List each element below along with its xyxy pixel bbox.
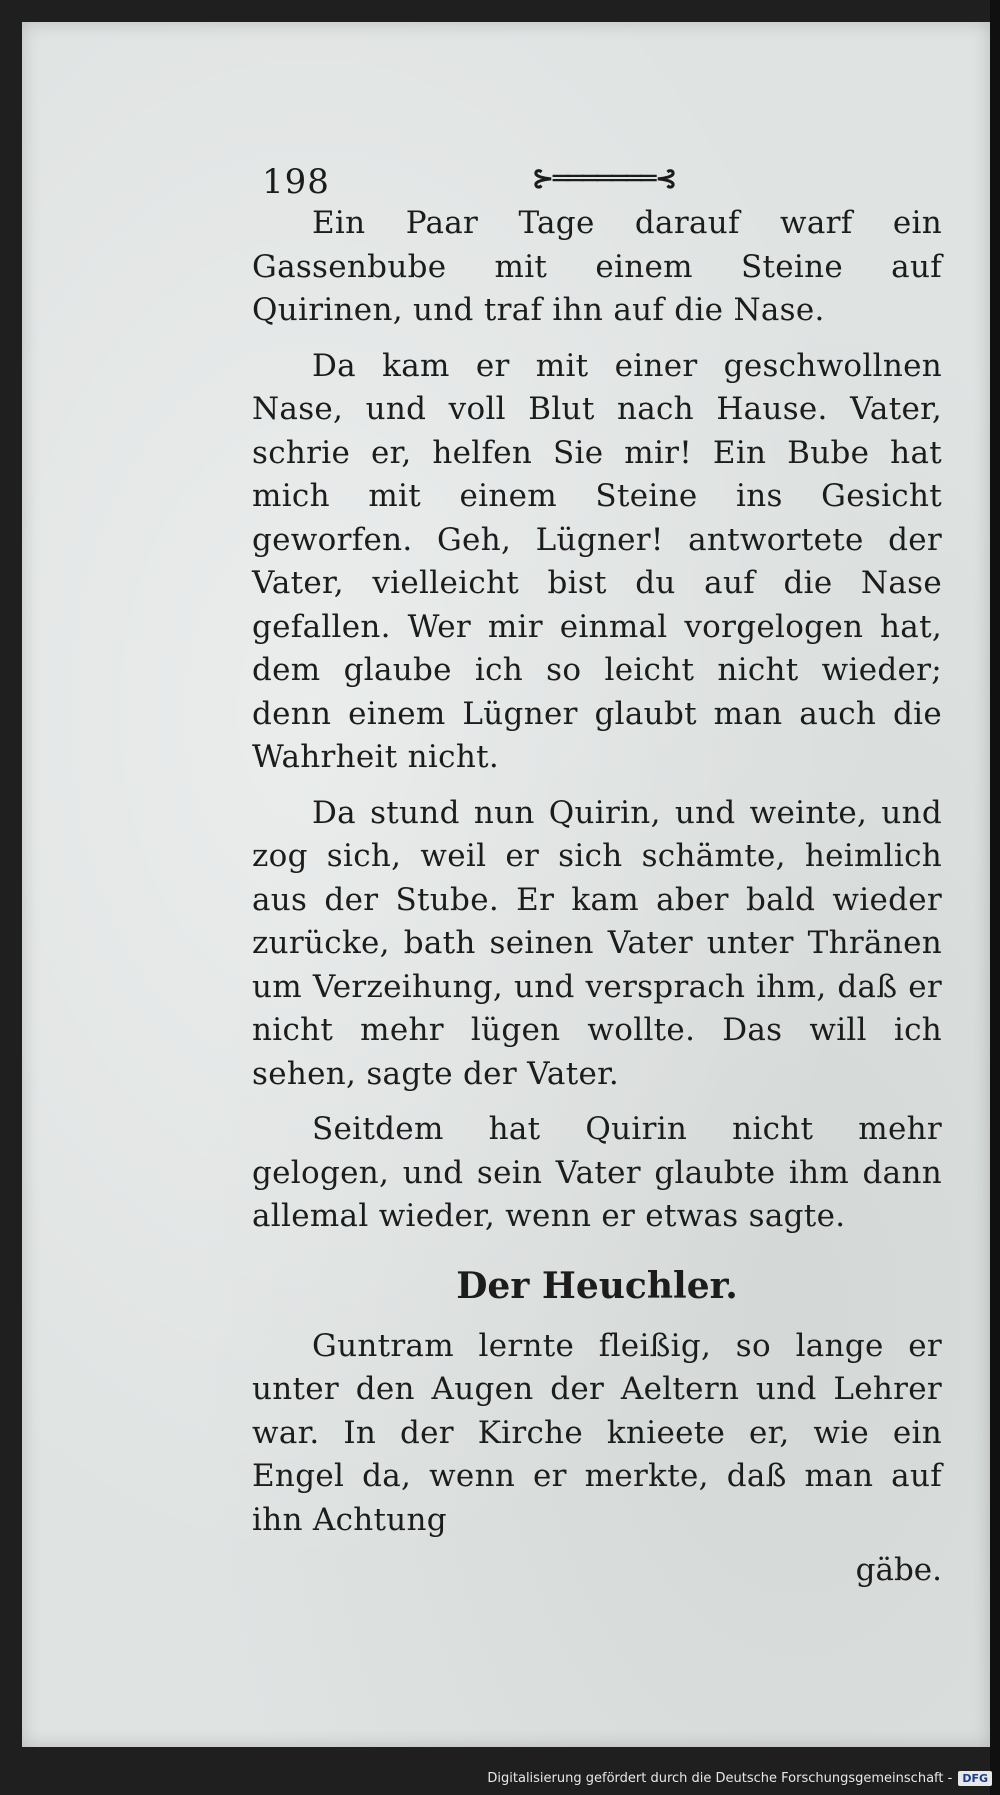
section-paragraph-text: Guntram lernte fleißig, so lange er unter den Augen der Aeltern und Lehrer war. In der Kirche knieete er, wie ein Engel da, wenn er merkte, daß man auf ihn Achtung [252, 1327, 942, 1538]
section-paragraph [82, 1325, 942, 1543]
page-text-block [82, 142, 942, 1590]
footer-credit: Digitalisierung gefördert durch die Deutsche Forschungsgemeinschaft - [487, 1770, 953, 1786]
page-number: 198 [262, 162, 330, 202]
book-page [22, 22, 990, 1747]
paragraph-1 [82, 202, 942, 333]
paragraph-4 [82, 1108, 942, 1239]
header-ornament: ⊱═══════⊰ [532, 164, 677, 194]
page-header [82, 142, 942, 202]
paragraph-1-text: Ein Paar Tage darauf warf ein Gassenbube mit einem Steine auf Quirinen, und traf ihn auf die Nase. [252, 205, 942, 328]
catchword: gäbe. [855, 1552, 942, 1588]
digitization-footer [487, 1765, 992, 1791]
paragraph-2-text: Da kam er mit einer geschwollnen Nase, und voll Blut nach Hause. Vater, schrie er, helfen Sie mir! Ein Bube hat mich mit einem Steine ins Gesicht geworfen. Geh, Lügner! antwortete der Vater, vielleicht bist du auf die Nase gefallen. Wer mir einmal vorgelogen hat, dem glaube ich so leicht nicht wieder; denn einem Lügner glaubt man auch die Wahrheit nicht. [252, 347, 942, 775]
paragraph-4-text: Seitdem hat Quirin nicht mehr gelogen, und sein Vater glaubte ihm dann allemal wieder, wenn er etwas sagte. [252, 1111, 942, 1234]
paragraph-3 [82, 792, 942, 1097]
dfg-logo: DFG [958, 1771, 992, 1786]
section-heading: Der Heuchler. [456, 1264, 738, 1307]
paragraph-2 [82, 345, 942, 780]
paragraph-3-text: Da stund nun Quirin, und weinte, und zog sich, weil er sich schämte, heimlich aus der Stube. Er kam aber bald wieder zurücke, bath seinen Vater unter Thränen um Verzeihung, und versprach ihm, daß er nicht mehr lügen wollte. Das will ich sehen, sagte der Vater. [252, 794, 942, 1092]
scan-edge [990, 0, 1000, 1795]
